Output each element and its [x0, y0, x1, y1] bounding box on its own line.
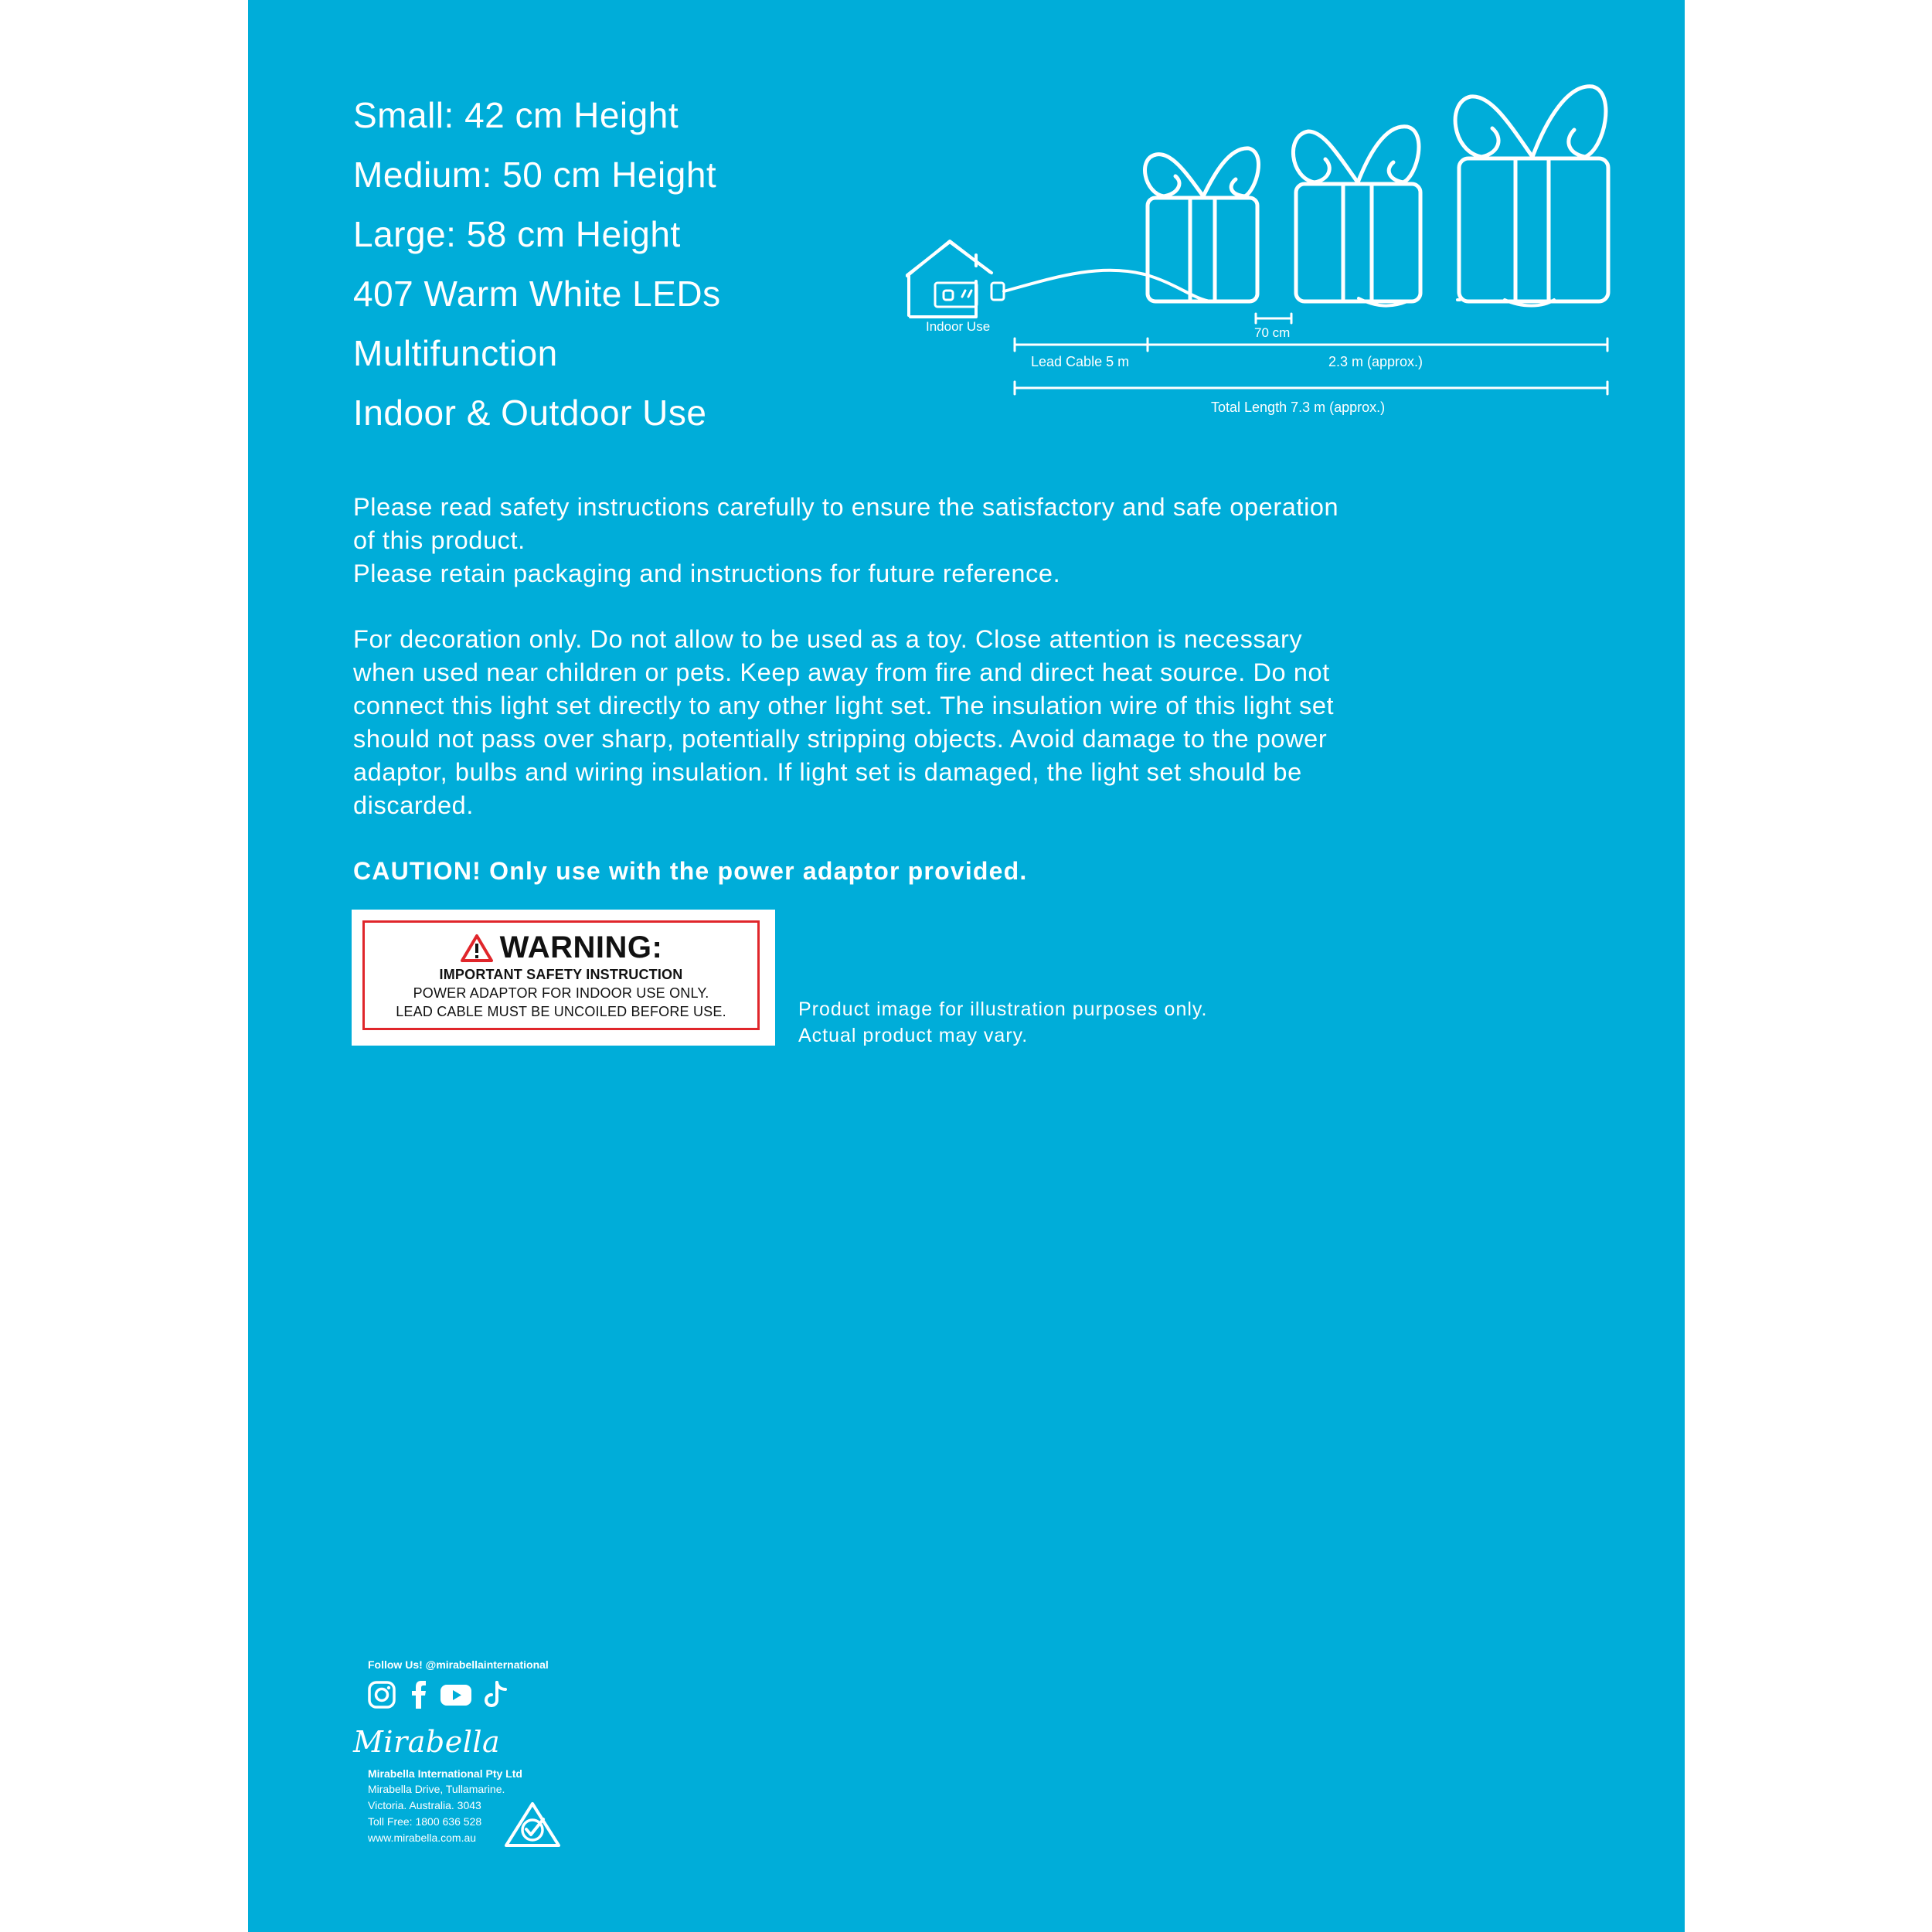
warning-title: WARNING: [499, 930, 663, 964]
medium-gift-icon [1293, 127, 1420, 301]
company-name: Mirabella International Pty Ltd [368, 1767, 522, 1780]
spec-leds: 407 Warm White LEDs [353, 274, 721, 314]
toll-free: Toll Free: 1800 636 528 [368, 1815, 482, 1828]
lead-cable-label: Lead Cable 5 m [1031, 354, 1130, 369]
large-gift-icon [1455, 87, 1608, 301]
house-icon [907, 241, 1004, 317]
tiktok-icon[interactable] [481, 1679, 512, 1710]
address-line-2: Victoria. Australia. 3043 [368, 1799, 481, 1811]
mirabella-logo: Mirabella [353, 1725, 501, 1759]
caution-text: CAUTION! Only use with the power adaptor provided. [353, 857, 1028, 885]
follow-us: Follow Us! @mirabellainternational [368, 1658, 549, 1671]
string-length-label: 2.3 m (approx.) [1328, 354, 1423, 369]
warning-line-3: LEAD CABLE MUST BE UNCOILED BEFORE USE. [396, 1004, 726, 1019]
warning-label-border [362, 920, 760, 1030]
spec-small: Small: 42 cm Height [353, 95, 679, 135]
instagram-icon[interactable] [366, 1679, 397, 1710]
address-line-1: Mirabella Drive, Tullamarine. [368, 1783, 505, 1795]
total-length-label: Total Length 7.3 m (approx.) [1211, 400, 1386, 415]
spec-large: Large: 58 cm Height [353, 214, 681, 254]
indoor-use-label: Indoor Use [926, 319, 991, 334]
spec-indoor-outdoor: Indoor & Outdoor Use [353, 393, 707, 433]
youtube-icon[interactable] [437, 1679, 474, 1710]
disclaimer-line-1: Product image for illustration purposes only. [798, 998, 1208, 1020]
lead-cable [1004, 270, 1211, 301]
warning-line-1: IMPORTANT SAFETY INSTRUCTION [439, 967, 683, 982]
facebook-icon[interactable] [403, 1679, 434, 1710]
spacing-label: 70 cm [1254, 325, 1291, 340]
packaging-panel [248, 0, 1685, 1932]
rcm-compliance-icon [503, 1801, 562, 1849]
small-gift-icon [1145, 148, 1259, 301]
website: www.mirabella.com.au [368, 1832, 477, 1844]
warning-triangle-icon [460, 934, 494, 963]
safety-intro: Please read safety instructions carefully to ensure the satisfactory and safe operation of this product. Please retain packaging and instructions for future reference. [353, 493, 1339, 587]
warning-label [352, 910, 775, 1046]
disclaimer-line-2: Actual product may vary. [798, 1025, 1029, 1046]
spec-medium: Medium: 50 cm Height [353, 155, 717, 195]
warning-line-2: POWER ADAPTOR FOR INDOOR USE ONLY. [413, 985, 709, 1001]
spec-multifunction: Multifunction [353, 333, 558, 373]
product-diagram [248, 0, 1685, 433]
safety-instructions: For decoration only. Do not allow to be used as a toy. Close attention is necessary when used near children or pets. Keep away from fire and direct heat source. Do not connect this light set directly to any other light set. The insulation wire of this light set should not pass over sharp, potentially stripping objects. Avoid damage to the power adaptor, bulbs and wiring insulation. If light set is damaged, the light set should be discarded. [353, 625, 1335, 819]
